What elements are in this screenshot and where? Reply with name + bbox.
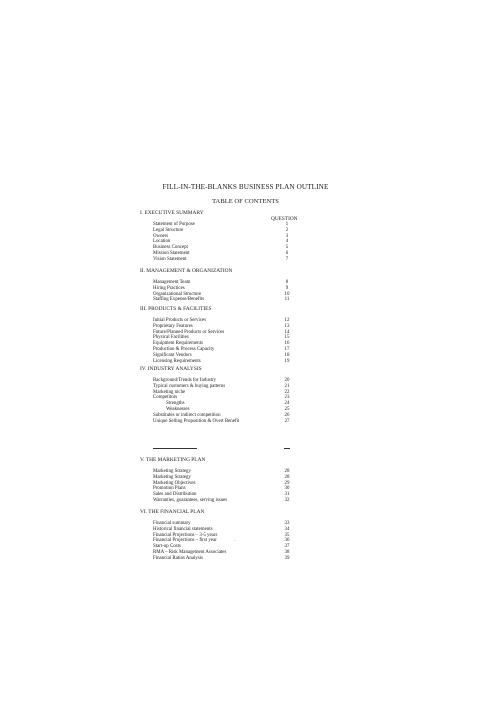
toc-item-label: Start-up Costs — [153, 544, 181, 550]
toc-item-question-number: 7 — [285, 256, 289, 262]
toc-item-label: Historical financial statements — [153, 526, 213, 532]
document-title: FILL-IN-THE-BLANKS BUSINESS PLAN OUTLINE — [162, 183, 329, 191]
toc-item-question-number: 18 — [284, 352, 290, 358]
section-heading: III. PRODUCTS & FACILITIES — [140, 306, 212, 312]
toc-item-label: Organizational Structure — [153, 291, 202, 297]
toc-item-label: Physical Facilities — [153, 335, 189, 341]
toc-row — [0, 359, 491, 365]
toc-row — [0, 257, 491, 263]
toc-item-label: Marketing Strategy — [153, 469, 191, 474]
toc-item-label: Substitutes or indirect competition — [153, 412, 221, 418]
toc-item-label: Marketing Strategy — [153, 474, 191, 480]
toc-item-question-number: 4 — [285, 239, 289, 245]
toc-item-question-number: 12 — [284, 318, 290, 323]
question-column-header: QUESTION — [271, 216, 298, 222]
toc-item-label: Significant Vendors — [153, 352, 192, 358]
page-mark: – — [234, 537, 236, 542]
toc-item-label: Typical customers & buying patterns — [153, 383, 226, 389]
toc-item-question-number: 13 — [284, 323, 290, 329]
toc-item-question-number: 8 — [285, 280, 289, 285]
toc-item-label: Vision Statement — [153, 256, 187, 262]
toc-item-question-number: 39 — [284, 555, 290, 561]
toc-item-question-number: 28 — [284, 474, 290, 480]
toc-item-label: Mission Statement — [153, 251, 190, 256]
toc-item-label: Business Concept — [153, 245, 188, 251]
toc-item-label: Management Team — [153, 280, 191, 285]
toc-item-label: Future/Planned Products or Services — [153, 329, 225, 335]
toc-item-label: Promotion Plans — [153, 486, 186, 492]
toc-item-label: Location — [153, 239, 171, 245]
toc-item-label: Statement of Purpose — [153, 222, 195, 227]
toc-item-question-number: 23 — [284, 395, 290, 401]
toc-item-question-number: 20 — [284, 378, 290, 383]
toc-item-question-number: 34 — [284, 526, 290, 532]
toc-item-label: Financial Ratios Analysis — [153, 555, 203, 561]
toc-item-question-number: 5 — [285, 245, 289, 251]
toc-item-label: Strengths — [166, 401, 185, 407]
toc-item-label: Background/Trends for Industry — [153, 378, 217, 383]
toc-item-question-number: 9 — [285, 285, 289, 291]
toc-item-label: Staffing Expense/Benefits — [153, 297, 205, 303]
toc-item-question-number: 30 — [284, 486, 290, 492]
document-subtitle: TABLE OF CONTENTS — [212, 198, 279, 205]
toc-item-label: Financial Projections – first year — [153, 538, 217, 544]
section-heading: V. THE MARKETING PLAN — [140, 457, 206, 463]
toc-item-question-number: 11 — [284, 297, 290, 303]
toc-item-question-number: 3 — [285, 233, 289, 239]
toc-item-question-number: 37 — [284, 544, 290, 550]
toc-item-question-number: 16 — [284, 341, 290, 347]
toc-item-label: Production & Process Capacity — [153, 347, 215, 352]
section-heading: II. MANAGEMENT & ORGANIZATION — [140, 268, 233, 274]
toc-item-question-number: 29 — [284, 480, 290, 486]
section-heading: IV. INDUSTRY ANALYSIS — [140, 366, 202, 372]
toc-item-question-number: 10 — [284, 291, 290, 297]
toc-item-label: Equipment Requirements — [153, 341, 203, 347]
toc-item-label: Financial summary — [153, 521, 191, 526]
toc-item-label: Licensing Requirements — [153, 358, 201, 364]
toc-item-label: Weaknesses — [166, 407, 190, 412]
toc-item-question-number: 17 — [284, 347, 290, 352]
toc-item-question-number: 19 — [284, 358, 290, 364]
toc-item-question-number: 33 — [284, 521, 290, 526]
section-heading: I. EXECUTIVE SUMMARY — [140, 210, 204, 216]
toc-item-question-number: 36 — [284, 538, 290, 544]
toc-item-label: Legal Structure — [153, 227, 184, 233]
toc-item-label: Financial Projections – 3-5 years — [153, 532, 218, 538]
toc-item-question-number: 35 — [284, 532, 290, 538]
toc-item-label: Proprietary Features — [153, 323, 193, 329]
toc-item-label: Competitors — [153, 395, 178, 401]
strikethrough-line — [153, 448, 197, 449]
strikethrough-line-number — [284, 448, 290, 449]
toc-row — [0, 297, 491, 303]
toc-item-question-number: 1 — [285, 222, 289, 227]
toc-item-question-number: 22 — [284, 389, 290, 395]
toc-item-question-number: 25 — [284, 407, 290, 412]
toc-item-question-number: 6 — [285, 251, 289, 256]
toc-item-label: Marketing Objectives — [153, 480, 196, 486]
toc-row — [0, 419, 491, 425]
toc-item-question-number: 28 — [284, 469, 290, 474]
toc-item-label: Owners — [153, 233, 169, 239]
toc-item-question-number: 38 — [284, 550, 290, 555]
toc-item-question-number: 24 — [284, 401, 290, 407]
toc-item-question-number: 26 — [284, 412, 290, 418]
toc-item-question-number: 14 — [284, 329, 290, 335]
toc-row — [0, 498, 491, 504]
toc-item-label: Unique Selling Proposition & Overt Benefit — [153, 418, 240, 424]
toc-item-question-number: 27 — [284, 418, 290, 424]
toc-item-question-number: 32 — [284, 498, 290, 503]
section-heading: VI. THE FINANCIAL PLAN — [140, 509, 205, 515]
toc-item-label: Hiring Practices — [153, 285, 185, 291]
toc-row — [0, 556, 491, 562]
toc-item-label: RMA – Risk Management Associates — [153, 550, 227, 555]
toc-item-question-number: 2 — [285, 227, 289, 233]
toc-item-label: Marketing niche — [153, 389, 186, 395]
toc-item-question-number: 31 — [284, 492, 290, 498]
toc-item-label: Warranties, guarantees, serving issues — [153, 498, 228, 503]
toc-item-question-number: 15 — [284, 335, 290, 341]
toc-item-label: Sales and Distribution — [153, 492, 197, 498]
toc-item-question-number: 21 — [284, 383, 290, 389]
toc-item-label: Initial Products or Services — [153, 318, 207, 323]
